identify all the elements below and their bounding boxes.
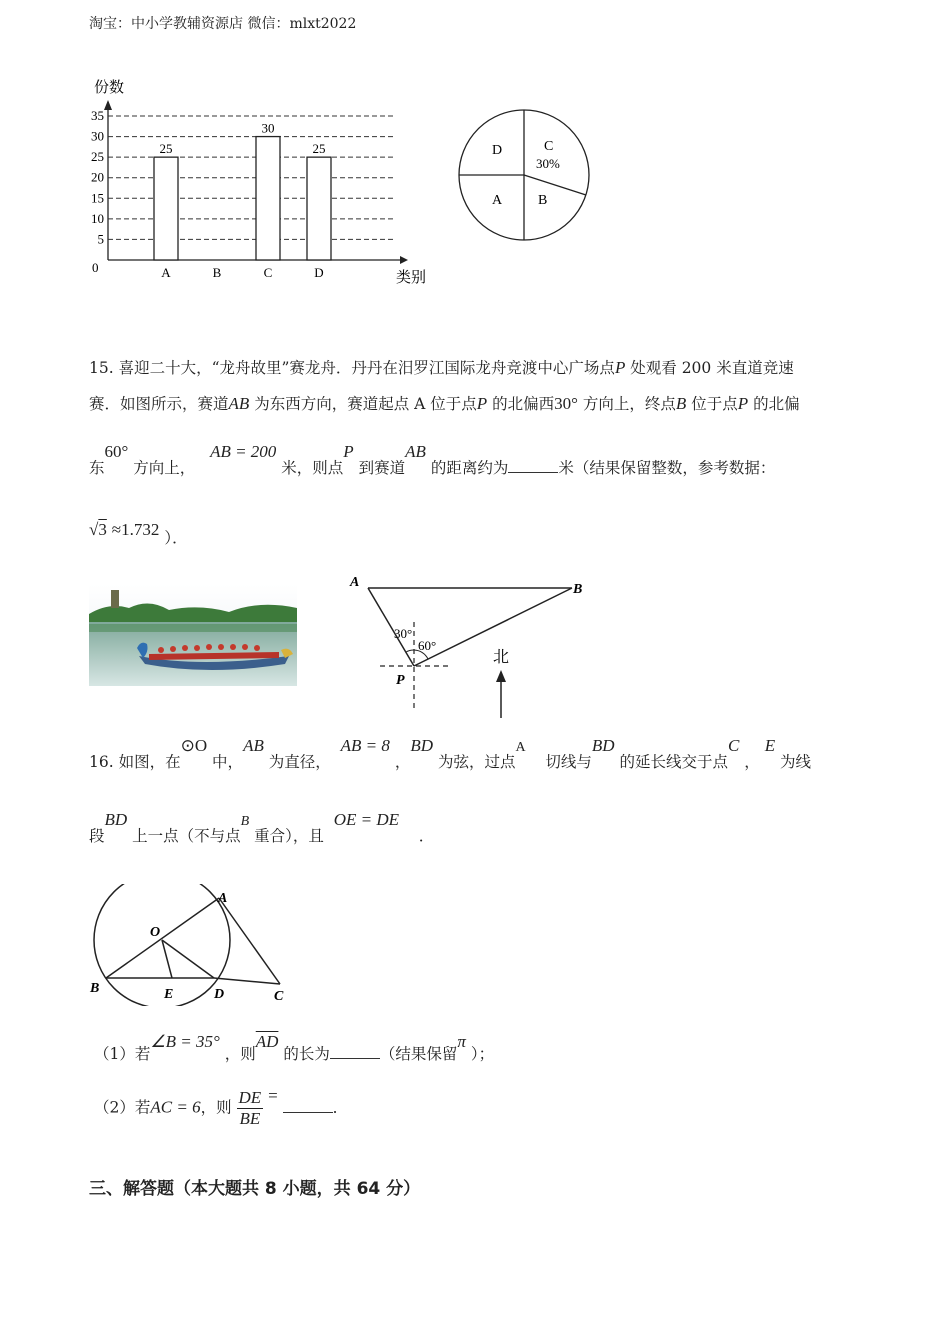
y-tick-label: 0 — [92, 260, 99, 275]
y-tick-label: 20 — [91, 169, 104, 185]
q16-diagram — [84, 884, 294, 1006]
q15-point-p: P — [396, 673, 405, 688]
pie-label-c-percent: 30% — [536, 156, 560, 171]
q15-line3: 东60° 方向上， AB = 200 米，则点P 到赛道AB 的距离约为 米（结果保留整数，参考数据： — [89, 442, 776, 477]
q16-sub1: （1）若∠B = 35° ，则$\overline{AD}$ 的长为 （结果保留π ）； — [94, 1032, 495, 1063]
y-tick-label: 10 — [91, 210, 104, 226]
bar-value-label: 30 — [261, 120, 275, 136]
q16-point-o: O — [150, 925, 161, 940]
q15-line2: 赛．如图所示，赛道AB 为东西方向，赛道起点 A 位于点P 的北偏西30° 方向上，终点B 位于点P 的北偏 — [89, 394, 800, 413]
pie-chart — [450, 100, 600, 250]
dragon-boat-photo — [89, 584, 297, 686]
pie-label-b: B — [538, 193, 548, 208]
y-axis-label: 份数 — [94, 80, 125, 96]
pie-label-a: A — [492, 193, 503, 208]
bar-c — [256, 137, 280, 260]
q15-point-b: B — [573, 582, 583, 597]
page-header: 淘宝：中小学教辅资源店 微信：mlxt2022 — [89, 16, 357, 32]
q15-angle-60: 60° — [418, 638, 437, 653]
y-tick-label: 15 — [91, 190, 104, 206]
q15-line1: 15. 喜迎二十大，“龙舟故里”赛龙舟．丹丹在汨罗江国际龙舟竞渡中心广场点P 处观看 200 米直道竞速 — [89, 358, 794, 377]
x-tick-label: B — [212, 265, 222, 280]
bar-a — [154, 157, 178, 260]
y-tick-label: 30 — [91, 128, 104, 144]
x-tick-label: D — [314, 265, 324, 280]
q16-line2: 段BD 上一点（不与点B 重合），且 OE = DE ． — [89, 810, 435, 845]
y-tick-label: 35 — [91, 108, 104, 123]
pie-label-d: D — [492, 143, 503, 158]
x-axis-label: 类别 — [396, 270, 427, 286]
fraction-de-be: $\frac{DE}{BE}$ — [238, 1088, 262, 1128]
q16-line1: 16. 如图，在⊙O 中，AB 为直径， AB = 8 ，BD 为弦，过点A 切线与BD 的延长线交于点C ， E 为线 — [89, 736, 812, 771]
q16-point-c: C — [274, 989, 284, 1004]
q15-line4: √3 ≈1.732 ）． — [89, 520, 188, 547]
x-axis-arrow — [400, 256, 408, 264]
q15-angle-30: 30° — [394, 626, 413, 641]
q16-point-a: A — [218, 891, 228, 906]
bar-value-label: 25 — [312, 141, 326, 157]
north-label: 北 — [493, 649, 510, 666]
x-tick-label: C — [263, 265, 273, 280]
y-tick-label: 5 — [97, 231, 104, 247]
q16-point-e: E — [164, 987, 174, 1002]
bar-value-label: 25 — [159, 141, 173, 157]
q16-point-d: D — [214, 987, 225, 1002]
y-axis-arrow — [104, 100, 112, 110]
q16-sub2: （2）若AC = 6，则 $\frac{DE}{BE}$ = ． — [94, 1085, 349, 1128]
pie-label-c: C — [544, 139, 554, 154]
q15-point-a: A — [350, 575, 360, 590]
bar-d — [307, 157, 331, 260]
y-tick-label: 25 — [91, 149, 104, 165]
q16-point-b: B — [90, 981, 100, 996]
q15-diagram — [340, 570, 600, 722]
bar-chart — [80, 70, 440, 290]
section-3-heading: 三、解答题（本大题共 8 小题，共 64 分） — [89, 1179, 421, 1199]
x-tick-label: A — [161, 265, 171, 280]
